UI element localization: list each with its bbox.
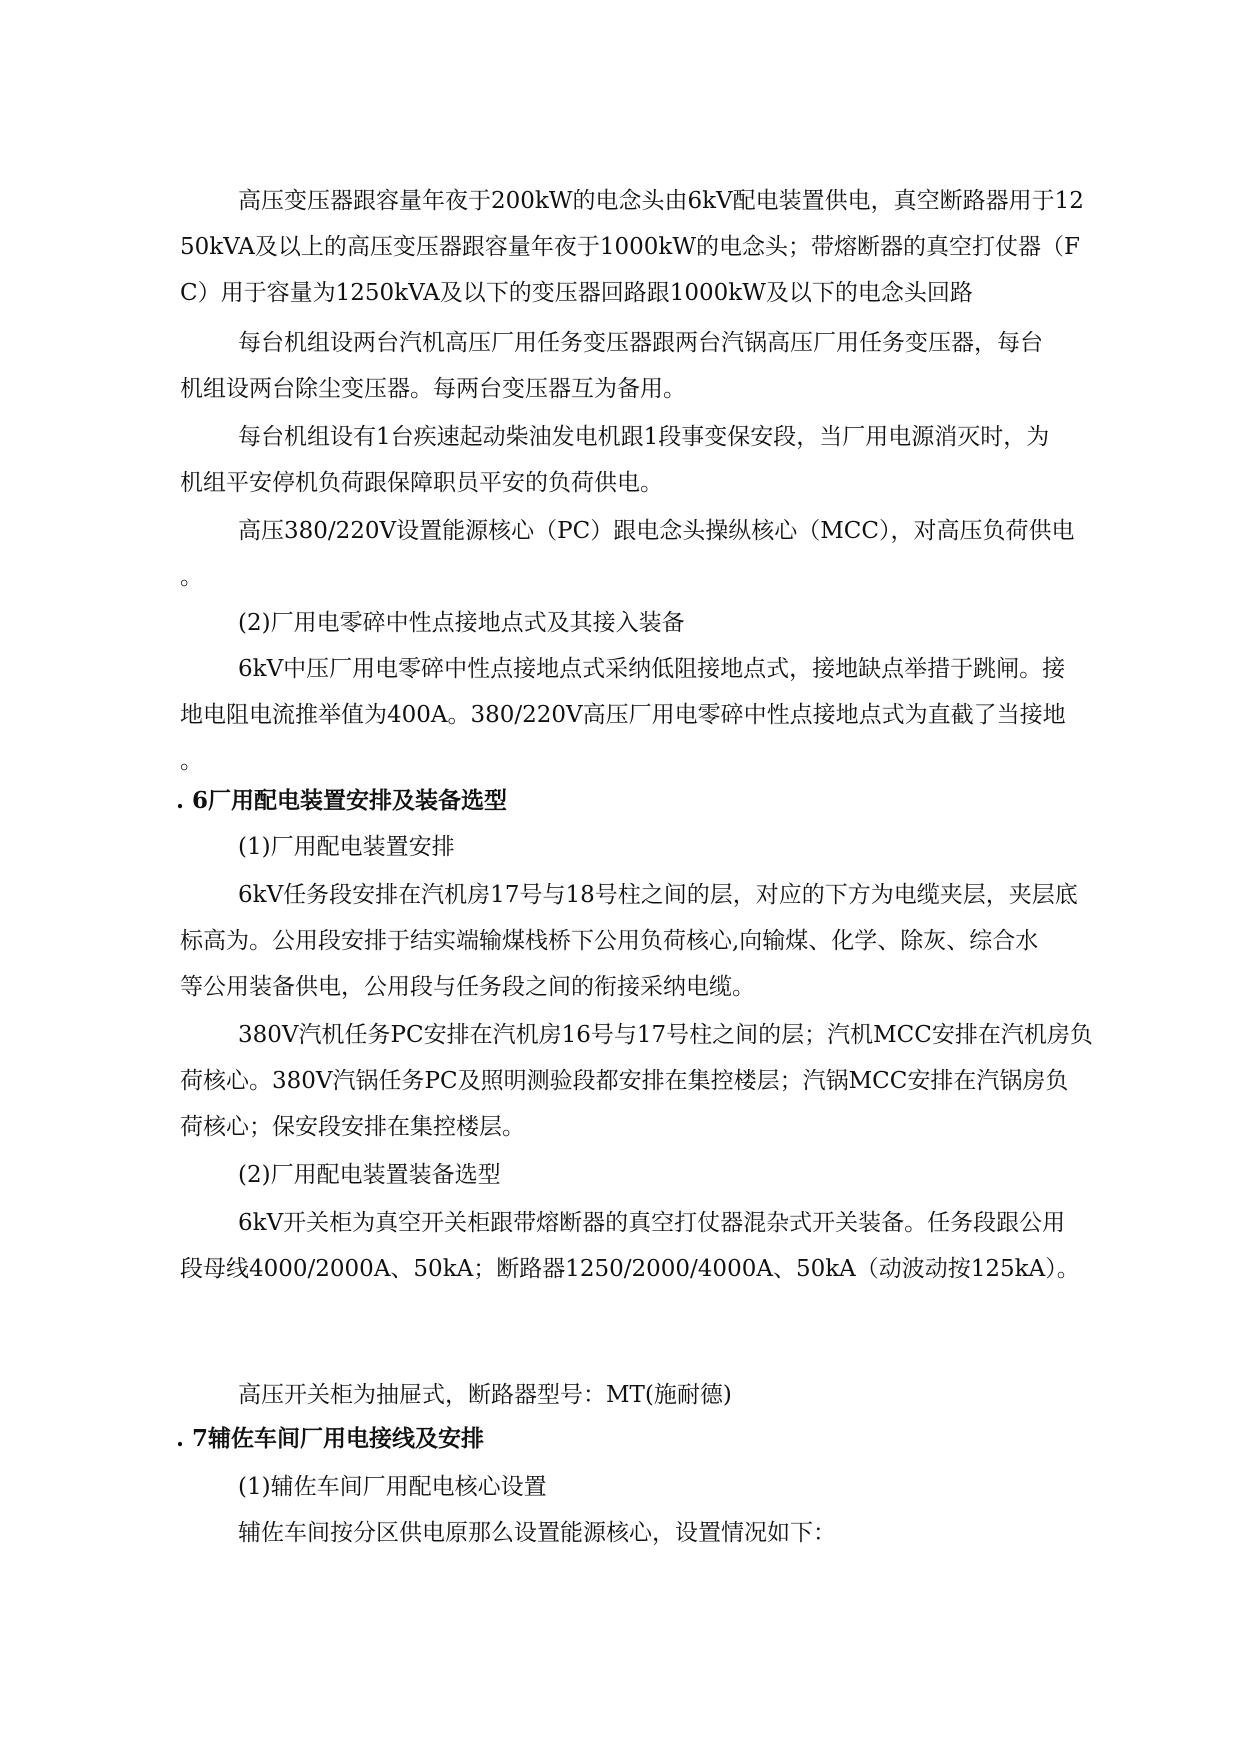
paragraph-line: 高压380/220V设置能源核心（PC）跟电念头操纵核心（MCC），对高压负荷供电 [238, 518, 1075, 544]
paragraph-line: 荷核心。380V汽锅任务PC及照明测验段都安排在集控楼层；汽锅MCC安排在汽锅房负 [180, 1068, 1069, 1094]
paragraph-line: 等公用装备供电，公用段与任务段之间的衔接采纳电缆。 [180, 974, 755, 1000]
paragraph-line: 高压开关柜为抽屉式，断路器型号：MT(施耐德) [238, 1382, 732, 1408]
paragraph-line: 机组平安停机负荷跟保障职员平安的负荷供电。 [180, 470, 663, 496]
subsection-title: (1)厂用配电装置安排 [238, 834, 455, 860]
subsection-title: (2)厂用配电装置装备选型 [238, 1162, 501, 1188]
paragraph-line: 地电阻电流推举值为400A。380/220V高压厂用电零碎中性点接地点式为直截了当接地 [180, 702, 1066, 728]
paragraph-line: 每台机组设两台汽机高压厂用任务变压器跟两台汽锅高压厂用任务变压器，每台 [238, 330, 1043, 356]
paragraph-line: C）用于容量为1250kVA及以下的变压器回路跟1000kW及以下的电念头回路 [180, 280, 973, 306]
paragraph-line: 高压变压器跟容量年夜于200kW的电念头由6kV配电装置供电，真空断路器用于12 [238, 188, 1084, 214]
paragraph-line: 荷核心；保安段安排在集控楼层。 [180, 1114, 525, 1140]
paragraph-line: 380V汽机任务PC安排在汽机房16号与17号柱之间的层；汽机MCC安排在汽机房负 [238, 1022, 1093, 1048]
paragraph-line: 6kV任务段安排在汽机房17号与18号柱之间的层，对应的下方为电缆夹层，夹层底 [238, 882, 1078, 908]
paragraph-line: 6kV开关柜为真空开关柜跟带熔断器的真空打仗器混杂式开关装备。任务段跟公用 [238, 1210, 1066, 1236]
paragraph-line: 段母线4000/2000A、50kA；断路器1250/2000/4000A、50kA（动波动按125kA）。 [180, 1256, 1080, 1282]
paragraph-line: 辅佐车间按分区供电原那么设置能源核心，设置情况如下： [238, 1520, 836, 1546]
paragraph-line: 50kVA及以上的高压变压器跟容量年夜于1000kW的电念头；带熔断器的真空打仗器（F [180, 234, 1080, 260]
section-heading: . 6厂用配电装置安排及装备选型 [176, 787, 508, 814]
paragraph-line: 标高为。公用段安排于结实端输煤栈桥下公用负荷核心,向输煤、化学、除灰、综合水 [180, 928, 1039, 954]
paragraph-line: 。 [180, 748, 203, 774]
paragraph-line: 。 [180, 564, 203, 590]
subsection-title: (1)辅佐车间厂用配电核心设置 [238, 1474, 547, 1500]
paragraph-line: 6kV中压厂用电零碎中性点接地点式采纳低阻接地点式，接地缺点举措于跳闸。接 [238, 656, 1066, 682]
paragraph-line: 每台机组设有1台疾速起动柴油发电机跟1段事变保安段，当厂用电源消灭时，为 [238, 424, 1050, 450]
paragraph-line: 机组设两台除尘变压器。每两台变压器互为备用。 [180, 376, 686, 402]
section-heading: . 7辅佐车间厂用电接线及安排 [176, 1425, 485, 1452]
subsection-title: (2)厂用电零碎中性点接地点式及其接入装备 [238, 610, 685, 636]
